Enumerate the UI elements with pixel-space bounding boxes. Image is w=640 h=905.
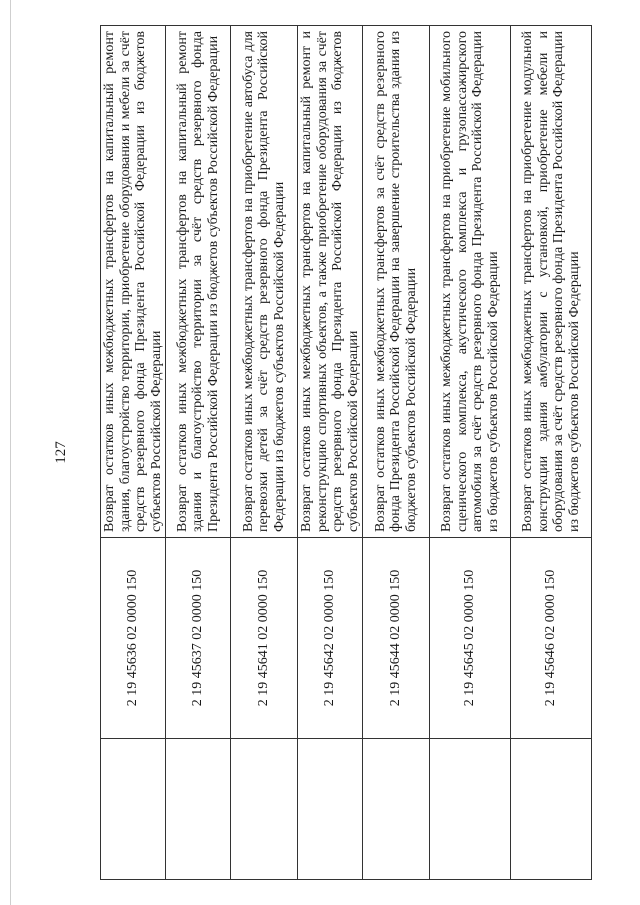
empty-cell bbox=[511, 739, 592, 880]
budget-code-table bbox=[100, 25, 592, 880]
description-cell: Возврат остатков иных межбюджетных трансфертов на капитальный ремонт здания и благоустройство территории за счёт средств резервного фонда Президента Российской Федерации из бюджетов субъектов Российской Федерации bbox=[166, 26, 231, 538]
budget-code-cell: 2 19 45642 02 0000 150 bbox=[298, 538, 363, 739]
page-number: 127 bbox=[53, 441, 69, 464]
budget-code-cell: 2 19 45637 02 0000 150 bbox=[166, 538, 231, 739]
table-row bbox=[101, 26, 166, 880]
budget-code-cell: 2 19 45645 02 0000 150 bbox=[430, 538, 511, 739]
description-cell: Возврат остатков иных межбюджетных трансфертов на капитальный ремонт здания, благоустройство территории, приобретение оборудования и мебели за счёт средств резервного фонда Президента Российской Федерации из бюджетов субъектов Российской Федерации bbox=[101, 26, 166, 538]
table-row bbox=[430, 26, 511, 880]
empty-cell bbox=[101, 739, 166, 880]
description-cell: Возврат остатков иных межбюджетных трансфертов за счёт средств резервного фонда Президента Российской Федерации на завершение строительства здания из бюджетов субъектов Российской Федерации bbox=[363, 26, 430, 538]
description-cell: Возврат остатков иных межбюджетных трансфертов на приобретение автобуса для перевозки детей за счёт средств резервного фонда Президента Российской Федерации из бюджетов субъектов Российской Федерации bbox=[231, 26, 298, 538]
table-row bbox=[166, 26, 231, 880]
description-cell: Возврат остатков иных межбюджетных трансфертов на приобретение мобильного сценического комплекса, акустического комплекса и грузопассажирского автомобиля за счёт средств резервного фонда Президента Российской Федерации из бюджетов субъектов Российской Федерации bbox=[430, 26, 511, 538]
empty-cell bbox=[363, 739, 430, 880]
budget-code-cell: 2 19 45636 02 0000 150 bbox=[101, 538, 166, 739]
empty-cell bbox=[298, 739, 363, 880]
budget-code-cell: 2 19 45641 02 0000 150 bbox=[231, 538, 298, 739]
description-cell: Возврат остатков иных межбюджетных трансфертов на капитальный ремонт и реконструкцию спортивных объектов, а также приобретение оборудования за счёт средств резервного фонда Президента Российской Федерации из бюджетов субъектов Российской Федерации bbox=[298, 26, 363, 538]
description-cell: Возврат остатков иных межбюджетных трансфертов на приобретение модульной конструкции здания амбулатории с установкой, приобретение мебели и оборудования за счёт средств резервного фонда Президента Российской Федерации из бюджетов субъектов Российской Федерации bbox=[511, 26, 592, 538]
table-row bbox=[511, 26, 592, 880]
table-row bbox=[231, 26, 298, 880]
budget-code-cell: 2 19 45646 02 0000 150 bbox=[511, 538, 592, 739]
table-row bbox=[363, 26, 430, 880]
scan-edge-line bbox=[10, 0, 11, 905]
rotated-page bbox=[50, 25, 590, 880]
budget-code-cell: 2 19 45644 02 0000 150 bbox=[363, 538, 430, 739]
empty-cell bbox=[231, 739, 298, 880]
table-row bbox=[298, 26, 363, 880]
empty-cell bbox=[166, 739, 231, 880]
empty-cell bbox=[430, 739, 511, 880]
